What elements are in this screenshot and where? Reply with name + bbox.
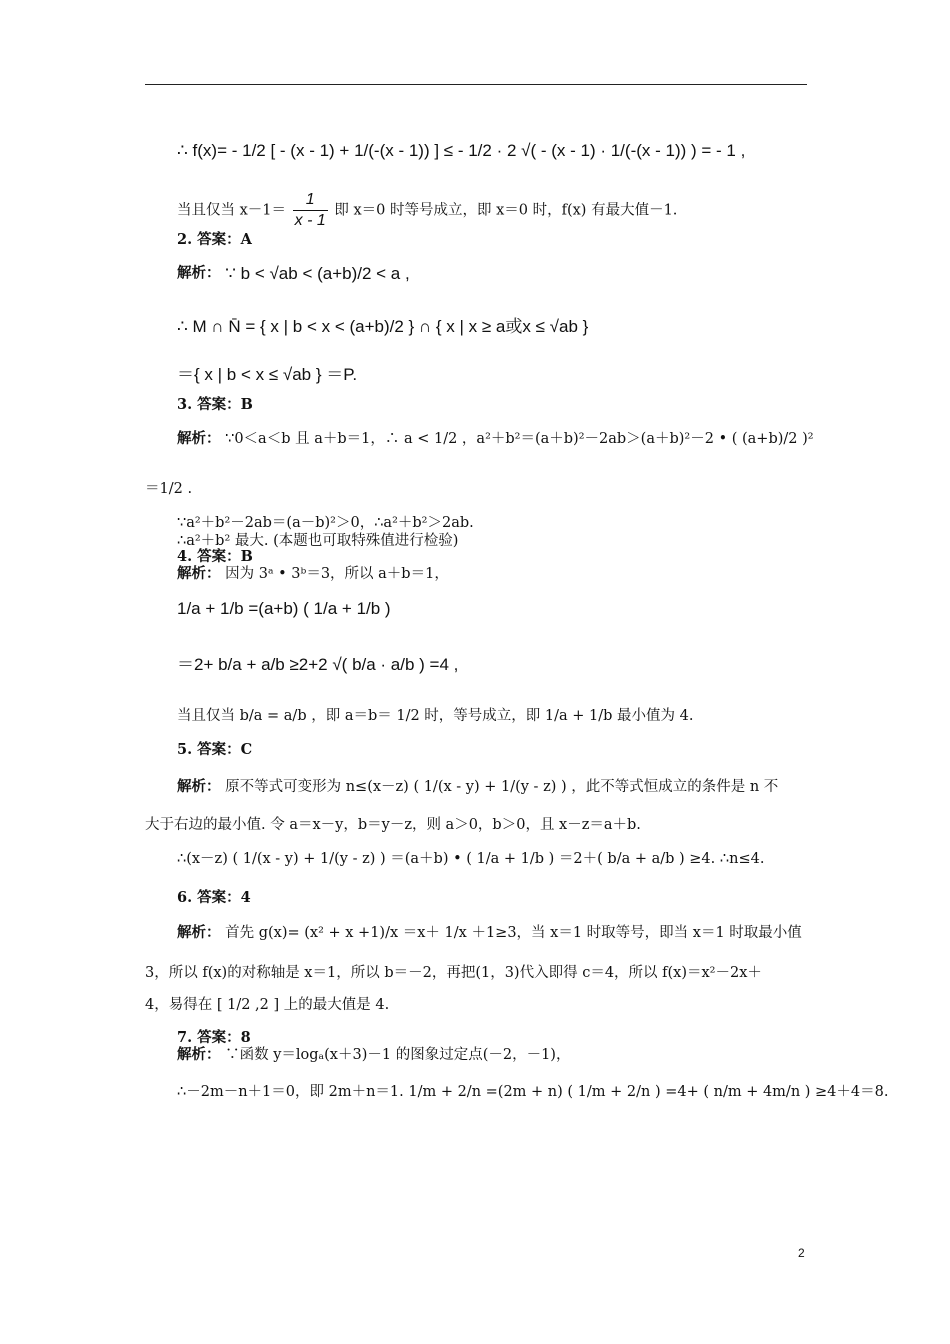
line-4: [177, 265, 410, 282]
answer-4-text: 4. 答案：B: [177, 548, 253, 565]
line-27-text: ∴－2m－n＋1＝0，即 2m＋n＝1. 1/m + 2/n =(2m + n) ( 1/m + 2/n ) =4+ ( n/m + 4m/n ) ≥4＋4＝8.: [177, 1084, 889, 1100]
line-2-text-b: 即 x＝0 时等号成立，即 x＝0 时，f(x) 有最大值－1.: [334, 202, 678, 219]
analysis-label: 解析：: [177, 264, 221, 282]
answer-3-text: 3. 答案：B: [177, 396, 253, 413]
line-2-text-a: 当且仅当 x－1＝: [177, 202, 287, 219]
line-23: [145, 966, 762, 981]
answer-2-text: 2. 答案：A: [177, 231, 252, 248]
page-number: 2: [798, 1246, 805, 1260]
answer-7-text: 7. 答案：8: [177, 1029, 251, 1046]
answer-4: [177, 550, 253, 565]
answer-7: [177, 1031, 251, 1046]
line-19-text: 大于右边的最小值. 令 a＝x－y，b＝y－z，则 a＞0，b＞0，且 x－z＝a＋b.: [145, 817, 641, 833]
fraction: [293, 190, 328, 231]
line-1-text: ∴ f(x)= - 1/2 [ - (x - 1) + 1/(-(x - 1)) ] ≤ - 1/2 · 2 √( - (x - 1) · 1/(-(x - 1)) ) = - 1 ,: [177, 141, 746, 160]
line-10-text: ∵a²＋b²－2ab＝(a－b)²＞0，∴a²＋b²＞2ab.: [177, 515, 474, 531]
line-18-text: 原不等式可变形为 n≤(x－z) ( 1/(x - y) + 1/(y - z) ) ，此不等式恒成立的条件是 n 不: [225, 779, 779, 795]
fraction-numerator: 1: [293, 190, 328, 211]
line-20-text: ∴(x－z) ( 1/(x - y) + 1/(y - z) ) ＝(a＋b) • ( 1/a + 1/b ) ＝2＋( b/a + a/b ) ≥4. ∴n≤4.: [177, 851, 765, 867]
line-13-text: 因为 3ᵃ • 3ᵇ＝3，所以 a＋b＝1，: [225, 566, 449, 582]
line-5-text: ∴ M ∩ N̄ = { x | b < x < (a+b)/2 } ∩ { x | x ≥ a或x ≤ √ab }: [177, 317, 589, 336]
analysis-label: 解析：: [177, 565, 221, 582]
line-8: [177, 432, 814, 447]
line-4-text: ∵ b < √ab < (a+b)/2 < a ,: [225, 264, 410, 283]
line-18: [177, 780, 778, 795]
line-16: [177, 709, 693, 724]
line-13: [177, 567, 449, 582]
line-8-text: ∵0＜a＜b 且 a＋b＝1，∴ a < 1/2 ，a²＋b²＝(a＋b)²－2ab＞(a＋b)²－2 • ( (a+b)/2 )²: [225, 431, 814, 447]
analysis-label: 解析：: [177, 430, 221, 447]
analysis-label: 解析：: [177, 778, 221, 795]
line-26: [177, 1048, 570, 1063]
line-22-text: 首先 g(x)= (x² + x +1)/x ＝x＋ 1/x ＋1≥3，当 x＝1 时取等号，即当 x＝1 时取最小值: [225, 925, 802, 941]
line-9-text: ＝1/2 .: [145, 481, 193, 497]
line-23-text: 3，所以 f(x)的对称轴是 x＝1，所以 b＝－2，再把(1，3)代入即得 c＝4，所以 f(x)＝x²－2x＋: [145, 965, 762, 981]
header-rule: [145, 84, 807, 85]
line-14-text: 1/a + 1/b =(a+b) ( 1/a + 1/b ): [177, 599, 391, 618]
line-16-text: 当且仅当 b/a = a/b ，即 a＝b＝ 1/2 时，等号成立，即 1/a + 1/b 最小值为 4.: [177, 708, 694, 724]
line-15: [177, 656, 458, 673]
line-11: [177, 534, 458, 549]
line-19: [145, 818, 641, 833]
fraction-denominator: x - 1: [294, 212, 326, 229]
line-9: [145, 482, 192, 497]
line-6-text: ＝{ x | b < x ≤ √ab } ＝P.: [177, 365, 358, 384]
line-20: [177, 852, 764, 867]
line-11-text: ∴a²＋b² 最大. (本题也可取特殊值进行检验): [177, 533, 459, 549]
line-22: [177, 926, 802, 941]
answer-3: [177, 398, 253, 413]
answer-5-text: 5. 答案：C: [177, 741, 253, 758]
line-2: [177, 190, 677, 231]
line-24-text: 4，易得在 [ 1/2 ,2 ] 上的最大值是 4.: [145, 997, 390, 1013]
analysis-label: 解析：: [177, 924, 221, 941]
line-26-text: ∵函数 y＝logₐ(x＋3)－1 的图象过定点(－2，－1)，: [225, 1047, 571, 1063]
answer-6: [177, 891, 251, 906]
line-6: [177, 366, 357, 383]
analysis-label: 解析：: [177, 1046, 221, 1063]
line-10: [177, 516, 474, 531]
answer-5: [177, 743, 252, 758]
line-14: [177, 600, 391, 617]
answer-6-text: 6. 答案：4: [177, 889, 251, 906]
line-1: [177, 142, 745, 159]
line-27: [177, 1085, 888, 1100]
answer-2: [177, 233, 252, 248]
line-5: [177, 318, 588, 335]
line-24: [145, 998, 389, 1013]
line-15-text: ＝2+ b/a + a/b ≥2+2 √( b/a · a/b ) =4 ,: [177, 655, 459, 674]
